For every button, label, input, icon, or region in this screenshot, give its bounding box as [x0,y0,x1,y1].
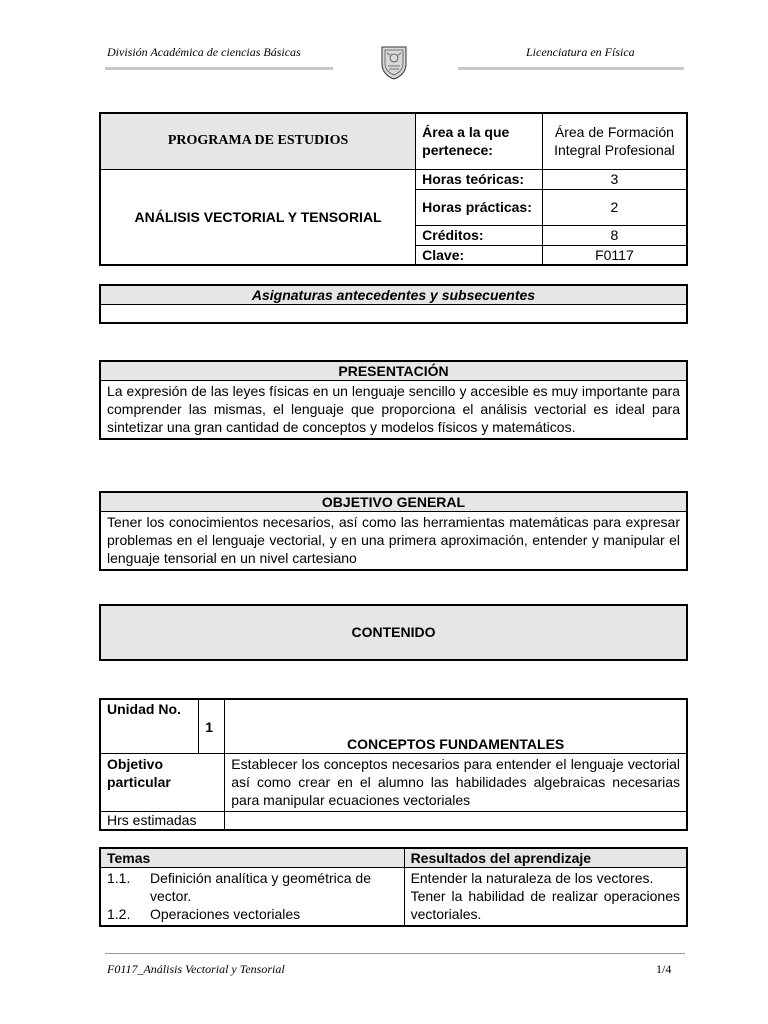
program-title: PROGRAMA DE ESTUDIOS [100,113,416,169]
hrs-estimadas-label: Hrs estimadas [100,811,225,830]
header-left-text: División Académica de ciencias Básicas [107,45,301,59]
objetivo-particular-text: Establecer los conceptos necesarios para entender el lenguaje vectorial así como crear en el alumno las habilidades algebraicas necesarias para manipular ecuaciones vectoriales [225,753,687,811]
tema-number: 1.1. [107,869,131,886]
objetivo-particular-label: Objetivo particular [100,753,225,811]
horas-teoricas-value: 3 [542,169,687,189]
resultados-header: Resultados del aprendizaje [404,848,687,867]
university-seal-icon [379,44,409,80]
presentacion-table [99,360,688,440]
clave-value: F0117 [542,245,687,265]
header-right-text: Licenciatura en Física [526,45,635,59]
temas-list [100,867,404,926]
antecedentes-table [99,284,688,324]
antecedentes-value [100,304,687,323]
temas-table [99,847,688,927]
tema-text: Operaciones vectoriales [150,905,301,922]
resultado-item: Entender la naturaleza de los vectores. [410,869,654,886]
unidad-label: Unidad No. [100,699,199,753]
list-item [107,905,398,923]
antecedentes-title: Asignaturas antecedentes y subsecuentes [100,285,687,304]
tema-number: 1.2. [107,905,131,922]
horas-teoricas-label: Horas teóricas: [416,169,543,189]
footer-rule [105,953,685,954]
unidad-title: CONCEPTOS FUNDAMENTALES [225,699,687,753]
unidad-table [99,698,688,831]
contenido-banner: CONTENIDO [99,604,688,661]
objetivo-general-title: OBJETIVO GENERAL [100,492,687,511]
subject-title: ANÁLISIS VECTORIAL Y TENSORIAL [100,169,416,265]
program-table [99,112,688,266]
hrs-estimadas-value [225,811,687,830]
horas-practicas-value: 2 [542,189,687,225]
header-left-rule [105,67,333,70]
presentacion-text: La expresión de las leyes físicas en un lenguaje sencillo y accesible es muy importante para comprender las mismas, el lenguaje que proporciona el análisis vectorial es ideal para sintetizar una gran cantidad de conceptos y modelos físicos y matemáticos. [100,380,687,439]
area-value: Área de Formación Integral Profesional [542,113,687,169]
list-item [107,869,398,905]
objetivo-general-text: Tener los conocimientos necesarios, así como las herramientas matemáticas para expresar problemas en el lenguaje vectorial, y en una primera aproximación, entender y manipular el lenguaje tensorial en un nivel cartesiano [100,511,687,570]
resultado-item: Tener la habilidad de realizar operaciones vectoriales. [410,887,680,922]
page-number: 1/4 [656,962,672,976]
area-label: Área a la que pertenece: [416,113,543,169]
resultados-list [404,867,687,926]
footer-left-text: F0117_Análisis Vectorial y Tensorial [107,962,285,976]
horas-practicas-label: Horas prácticas: [416,189,543,225]
unidad-number: 1 [199,699,225,753]
objetivo-general-table [99,491,688,571]
creditos-label: Créditos: [416,225,543,245]
presentacion-title: PRESENTACIÓN [100,361,687,380]
clave-label: Clave: [416,245,543,265]
temas-header: Temas [100,848,404,867]
creditos-value: 8 [542,225,687,245]
tema-text: Definición analítica y geométrica de vector. [150,869,372,904]
header-right-rule [458,67,684,70]
